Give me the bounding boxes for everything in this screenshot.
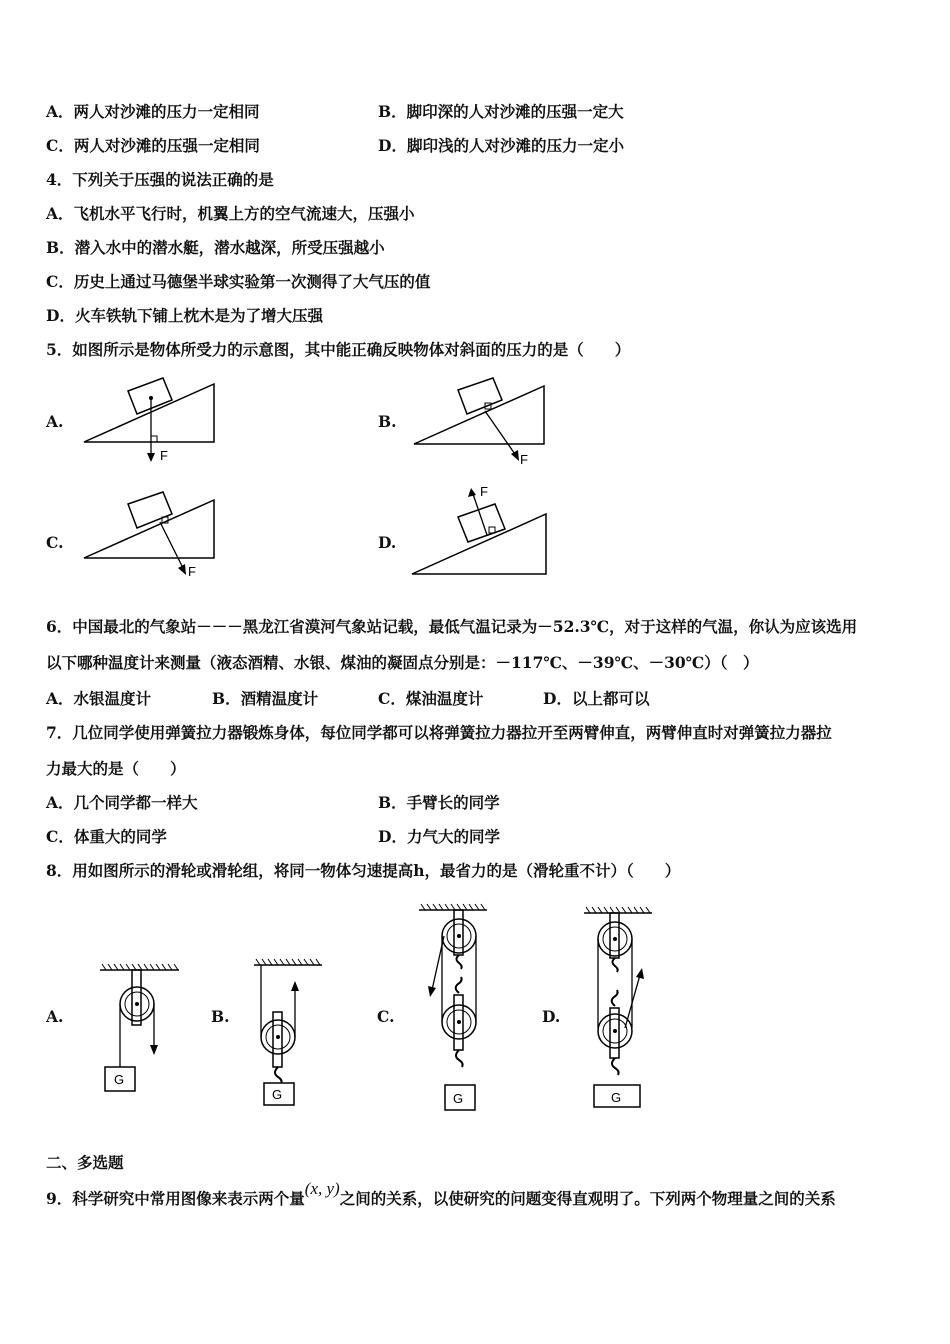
q6-option-c: C．煤油温度计 <box>378 689 484 708</box>
q7-option-b: B．手臂长的同学 <box>378 793 500 812</box>
q5-figure-d <box>408 482 556 580</box>
q5-label-b: B. <box>378 412 397 431</box>
q5-figure-c <box>80 484 225 584</box>
q9-line <box>46 1179 836 1209</box>
q8-figure-c <box>415 900 495 1115</box>
q8-figure-d <box>580 903 660 1113</box>
q8-b-weight-label: G <box>272 1087 283 1102</box>
q8-label-c: C. <box>377 1007 395 1026</box>
q5-a-force-label: F <box>160 448 168 463</box>
q8-d-weight-label: G <box>611 1090 622 1105</box>
q8-figure-a <box>95 962 185 1097</box>
q9-text-before: 9．科学研究中常用图像来表示两个量 <box>46 1189 305 1208</box>
q5-b-force-label: F <box>520 452 528 467</box>
q5-label-a: A. <box>46 412 64 431</box>
q6-line1: 6．中国最北的气象站－－－黑龙江省漠河气象站记载，最低气温记录为－52.3℃，对于这样的气温，你认为应该选用 <box>46 617 858 636</box>
q8-a-weight-label: G <box>114 1072 125 1087</box>
q6-line2: 以下哪种温度计来测量（液态酒精、水银、煤油的凝固点分别是：－117℃、－39℃、－30℃）（ ） <box>46 653 759 672</box>
q3-option-b: B．脚印深的人对沙滩的压强一定大 <box>378 102 624 121</box>
q3-option-d: D．脚印浅的人对沙滩的压力一定小 <box>378 136 624 155</box>
q8-label-d: D. <box>542 1007 561 1026</box>
q7-line2: 力最大的是（ ） <box>46 759 186 778</box>
q6-option-b: B．酒精温度计 <box>212 689 319 708</box>
q5-figure-a <box>80 370 220 465</box>
q8-figure-b <box>250 957 330 1112</box>
q9-text-after: 之间的关系，以使研究的问题变得直观明了。下列两个物理量之间的关系 <box>339 1189 836 1208</box>
q8-stem: 8．用如图所示的滑轮或滑轮组，将同一物体匀速提高h，最省力的是（滑轮重不计）（ ） <box>46 861 681 880</box>
q5-label-c: C. <box>46 533 64 552</box>
q7-option-a: A．几个同学都一样大 <box>46 793 198 812</box>
q8-label-b: B. <box>211 1007 230 1026</box>
q5-label-d: D. <box>378 533 397 552</box>
q5-d-force-label: F <box>480 484 488 499</box>
q4-option-c: C．历史上通过马德堡半球实验第一次测得了大气压的值 <box>46 272 431 291</box>
q4-option-d: D．火车铁轨下铺上枕木是为了增大压强 <box>46 306 323 325</box>
q4-option-b: B．潜入水中的潜水艇，潜水越深，所受压强越小 <box>46 238 385 257</box>
q3-option-a: A．两人对沙滩的压力一定相同 <box>46 102 260 121</box>
q4-stem: 4．下列关于压强的说法正确的是 <box>46 170 274 189</box>
section-title: 二、多选题 <box>46 1153 124 1172</box>
q7-line1: 7．几位同学使用弹簧拉力器锻炼身体，每位同学都可以将弹簧拉力器拉开至两臂伸直，两臂伸直时对弹簧拉力器拉 <box>46 723 832 742</box>
q3-option-c: C．两人对沙滩的压强一定相同 <box>46 136 260 155</box>
q9-math-xy: (x, y) <box>304 1179 340 1198</box>
q4-option-a: A．飞机水平飞行时，机翼上方的空气流速大，压强小 <box>46 204 415 223</box>
q6-option-d: D．以上都可以 <box>543 689 650 708</box>
q7-option-d: D．力气大的同学 <box>378 827 500 846</box>
q8-label-a: A. <box>46 1007 64 1026</box>
q8-c-weight-label: G <box>453 1091 464 1106</box>
q5-c-force-label: F <box>188 564 196 579</box>
q5-stem: 5．如图所示是物体所受力的示意图，其中能正确反映物体对斜面的压力的是（ ） <box>46 340 631 359</box>
q7-option-c: C．体重大的同学 <box>46 827 167 846</box>
q5-figure-b <box>410 360 555 468</box>
q6-option-a: A．水银温度计 <box>46 689 152 708</box>
